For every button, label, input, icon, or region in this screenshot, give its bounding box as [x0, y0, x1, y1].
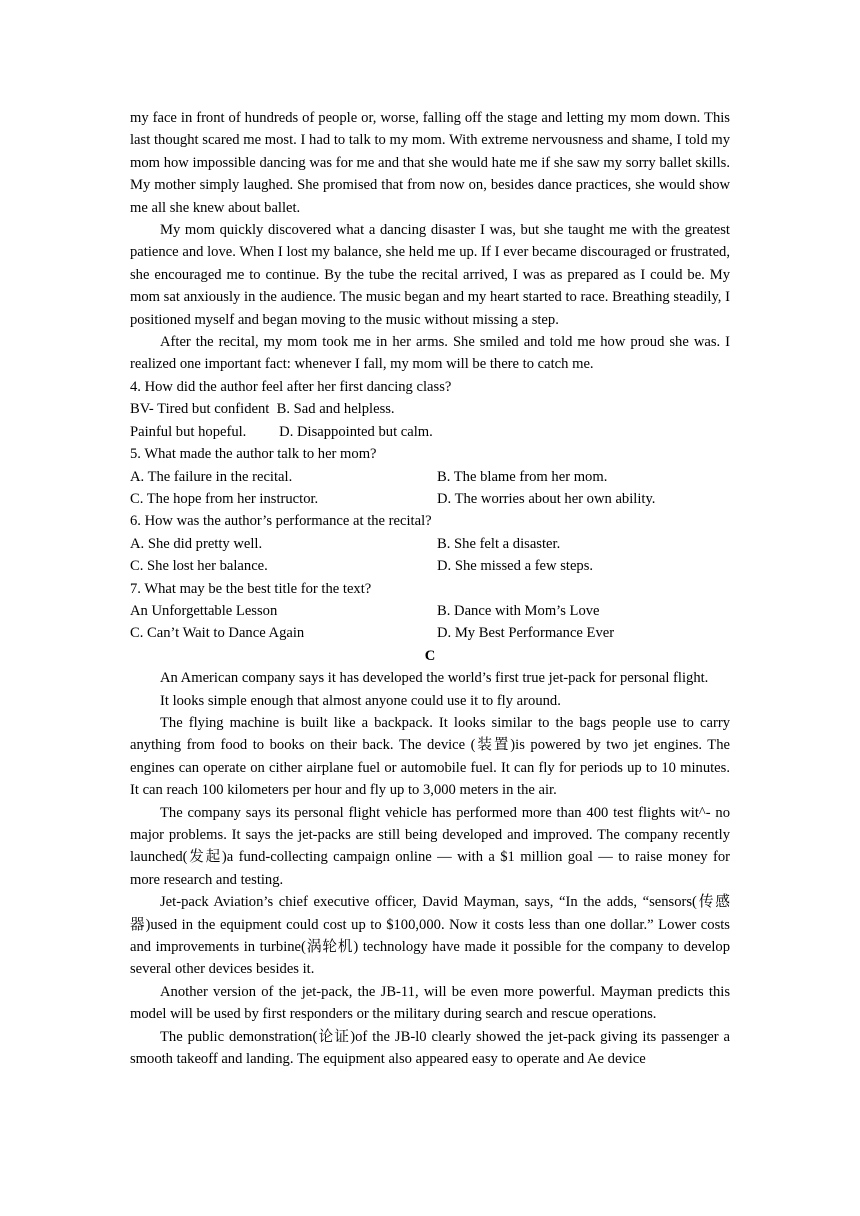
section-heading: C [424, 647, 436, 664]
document-page [130, 107, 730, 1070]
option-b: B. Dance with Mom’s Love [437, 602, 600, 619]
option-d: D. My Best Performance Ever [437, 625, 615, 642]
question-stem: 5. What made the author talk to her mom? [130, 446, 377, 463]
option-a: A. She did pretty well. [130, 535, 263, 552]
passage-paragraph: Jet-pack Aviation’s chief executive officer, David Mayman, says, “In the adds, “sensors(传感器)used in the equipment could cost up to $100,000. Now it costs less than one dollar.” Lower costs and improvements in turbine(涡轮机) technology have made it possible for the company to develop several other devices besides it. [130, 894, 730, 978]
question-5 [130, 443, 730, 510]
option-a: An Unforgettable Lesson [130, 602, 278, 619]
option-c: C. Can’t Wait to Dance Again [130, 625, 305, 642]
option-b: B. She felt a disaster. [437, 535, 561, 552]
question-7 [130, 578, 730, 645]
passage-paragraph: An American company says it has developed the world’s first true jet-pack for personal flight. [160, 670, 709, 687]
question-4 [130, 376, 730, 443]
question-stem: 7. What may be the best title for the text? [130, 580, 372, 597]
option-a: A. The failure in the recital. [130, 468, 293, 485]
question-6 [130, 510, 730, 577]
option-c: C. She lost her balance. [130, 558, 268, 575]
question-options: BV- Tired but confident B. Sad and helpless. [130, 401, 395, 418]
option-d: D. The worries about her own ability. [437, 490, 656, 507]
option-b: B. The blame from her mom. [437, 468, 608, 485]
option-c: C. The hope from her instructor. [130, 490, 319, 507]
option-d: D. She missed a few steps. [437, 558, 594, 575]
passage-paragraph: It looks simple enough that almost anyone could use it to fly around. [160, 692, 561, 709]
passage-paragraph: Another version of the jet-pack, the JB-11, will be even more powerful. Mayman predicts this model will be used by first responders or the military during search and rescue operations. [130, 983, 730, 1023]
question-stem: 6. How was the author’s performance at the recital? [130, 513, 432, 530]
passage-paragraph: The flying machine is built like a backpack. It looks similar to the bags people use to carry anything from food to books on their back. The device (装置)is powered by two jet engines. The engines can operate on cither airplane fuel or automobile fuel. It can fly for periods up to 10 minutes. It can reach 100 kilometers per hour and fly up to 3,000 meters in the air. [130, 714, 730, 799]
question-stem: 4. How did the author feel after her first dancing class? [130, 378, 452, 395]
passage-paragraph: After the recital, my mom took me in her arms. She smiled and told me how proud she was. I realized one important fact: whenever I fall, my mom will be there to catch me. [130, 334, 730, 373]
passage-paragraph: The company says its personal flight vehicle has performed more than 400 test flights wit^- no major problems. It says the jet-packs are still being developed and improved. The company recently launched(发起)a fund-collecting campaign online — with a $1 million goal — to raise money for more research and testing. [130, 804, 730, 888]
question-options: Painful but hopeful. D. Disappointed but calm. [130, 423, 433, 440]
passage-paragraph: my face in front of hundreds of people or, worse, falling off the stage and letting my mom down. This last thought scared me most. I had to talk to my mom. With extreme nervousness and shame, I told my mom how impossible dancing was for me and that she would hate me if she saw my sorry ballet skills. My mother simply laughed. She promised that from now on, besides dance practices, she would show me all she knew about ballet. [130, 110, 730, 216]
passage-paragraph: The public demonstration(论证)of the JB-l0 clearly showed the jet-pack giving its passenger a smooth takeoff and landing. The equipment also appeared easy to operate and Ae device [130, 1028, 730, 1068]
passage-paragraph: My mom quickly discovered what a dancing disaster I was, but she taught me with the greatest patience and love. When I lost my balance, she held me up. If I ever became discouraged or frustrated, she encouraged me to continue. By the tube the recital arrived, I was as prepared as I could be. My mom sat anxiously in the audience. The music began and my heart started to race. Breathing steadily, I positioned myself and began moving to the music without missing a step. [130, 222, 730, 328]
